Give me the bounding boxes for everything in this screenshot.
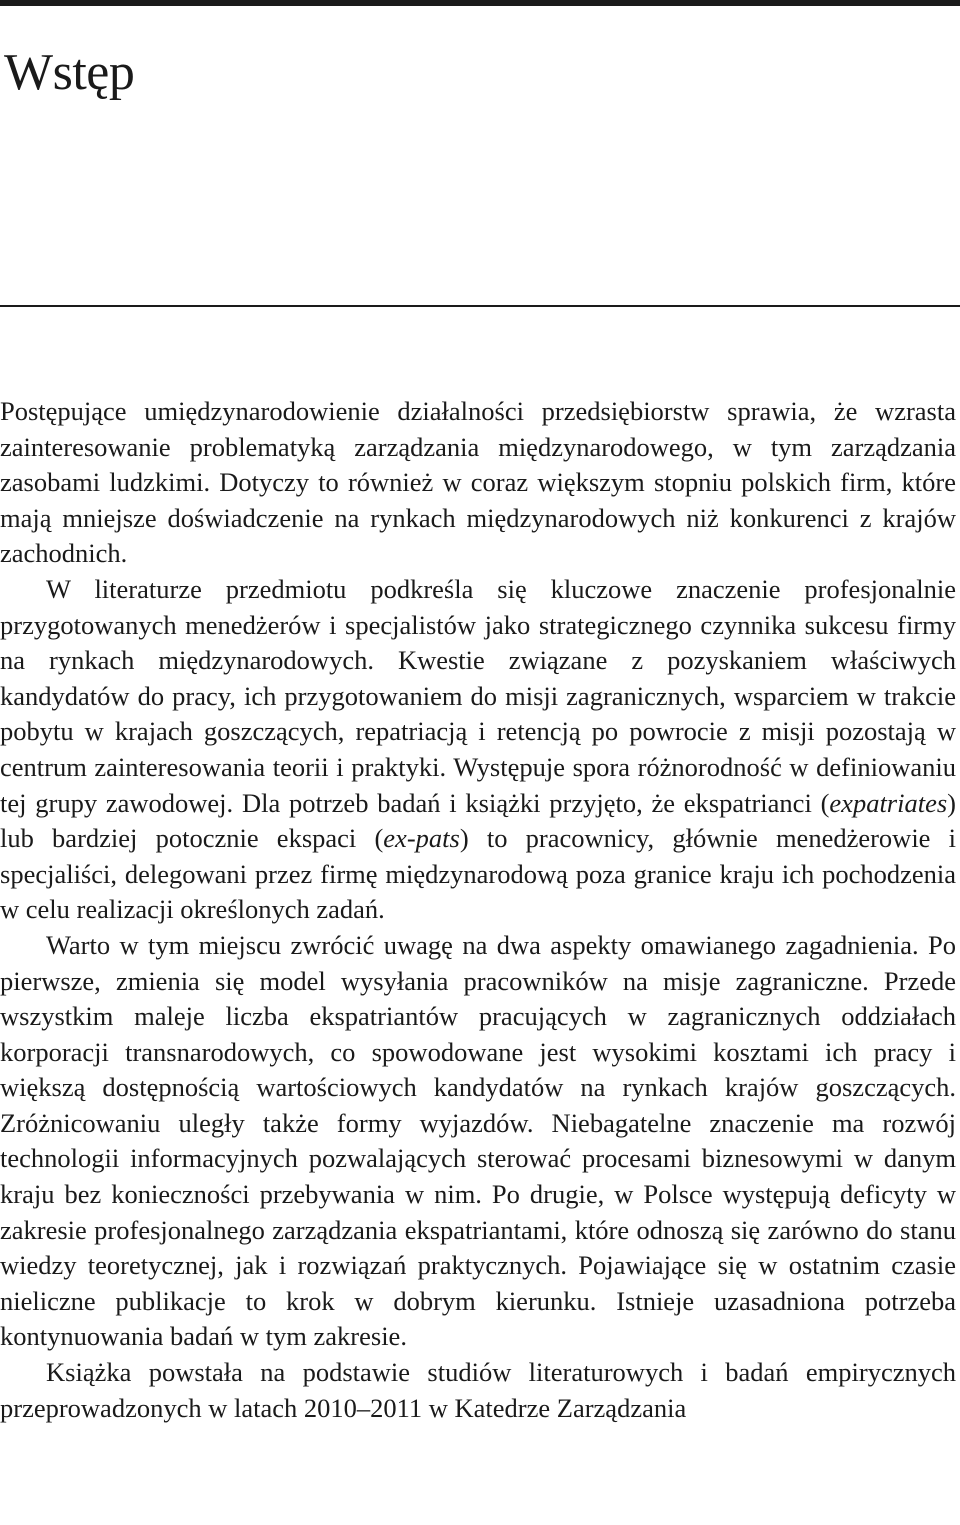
chapter-title: Wstęp xyxy=(4,44,135,101)
section-divider xyxy=(0,305,960,307)
paragraph-literature-part-3: ) to pracownicy, głównie menedżerowie i specjaliści, delegowani przez firmę międzynarodową poza granice kraju ich pochodzenia w celu realizacji określonych zadań. xyxy=(0,823,957,925)
paragraph-intro: Postępujące umiędzynarodowienie działalności przedsiębiorstw sprawia, że wzrasta zainteresowanie problematyką zarządzania międzynarodowego, w tym zarządzania zasobami ludzkimi. Dotyczy to również w coraz większym stopniu polskich firm, które mają mniejsze doświadczenie na rynkach międzynarodowych niż konkurenci z krajów zachodnich. xyxy=(0,396,956,569)
paragraph-literature-part-2: ) lub bardziej potocznie ekspaci ( xyxy=(0,787,956,854)
term-expatriates: expatriates xyxy=(829,787,948,818)
paragraph-book-origin: Książka powstała na podstawie studiów literaturowych i badań empirycznych przeprowadzonych w latach 2010–2011 w Katedrze Zarządzania xyxy=(0,1357,956,1423)
term-ex-pats: ex-pats xyxy=(383,823,460,854)
paragraph-literature-part-1: W literaturze przedmiotu podkreśla się kluczowe znaczenie profesjonalnie przygotowanych menedżerów i specjalistów jako strategicznego czynnika sukcesu firmy na rynkach międzynarodowych. Kwestie związane z pozyskaniem właściwych kandydatów do pracy, ich przygotowaniem do misji zagranicznych, wsparciem w trakcie pobytu w krajach goszczących, repatriacją i retencją po powrocie z misji pozostają w centrum zainteresowania teorii i praktyki. Występuje spora różnorodność w definiowaniu tej grupy zawodowej. Dla potrzeb badań i książki przyjęto, że ekspatrianci ( xyxy=(0,573,956,818)
body-text xyxy=(0,394,956,1426)
paragraph-aspects: Warto w tym miejscu zwrócić uwagę na dwa aspekty omawianego zagadnienia. Po pierwsze, zmienia się model wysyłania pracowników na misje zagraniczne. Przede wszystkim maleje liczba ekspatriantów pracujących w zagranicznych oddziałach korporacji transnarodowych, co spowodowane jest wysokimi kosztami ich pracy i większą dostępnością wartościowych kandydatów na rynkach krajów goszczących. Zróżnicowaniu uległy także formy wyjazdów. Niebagatelne znaczenie ma rozwój technologii informacyjnych pozwalających sterować procesami biznesowymi w danym kraju bez konieczności przebywania w nim. Po drugie, w Polsce występują deficyty w zakresie profesjonalnego zarządzania ekspatriantami, które odnoszą się zarówno do stanu wiedzy teoretycznej, jak i rozwiązań praktycznych. Pojawiające się w ostatnim czasie nieliczne publikacje to krok w dobrym kierunku. Istnieje uzasadniona potrzeba kontynuowania badań w tym zakresie. xyxy=(0,929,956,1352)
top-rule xyxy=(0,0,960,6)
paragraph-literature xyxy=(0,572,956,928)
